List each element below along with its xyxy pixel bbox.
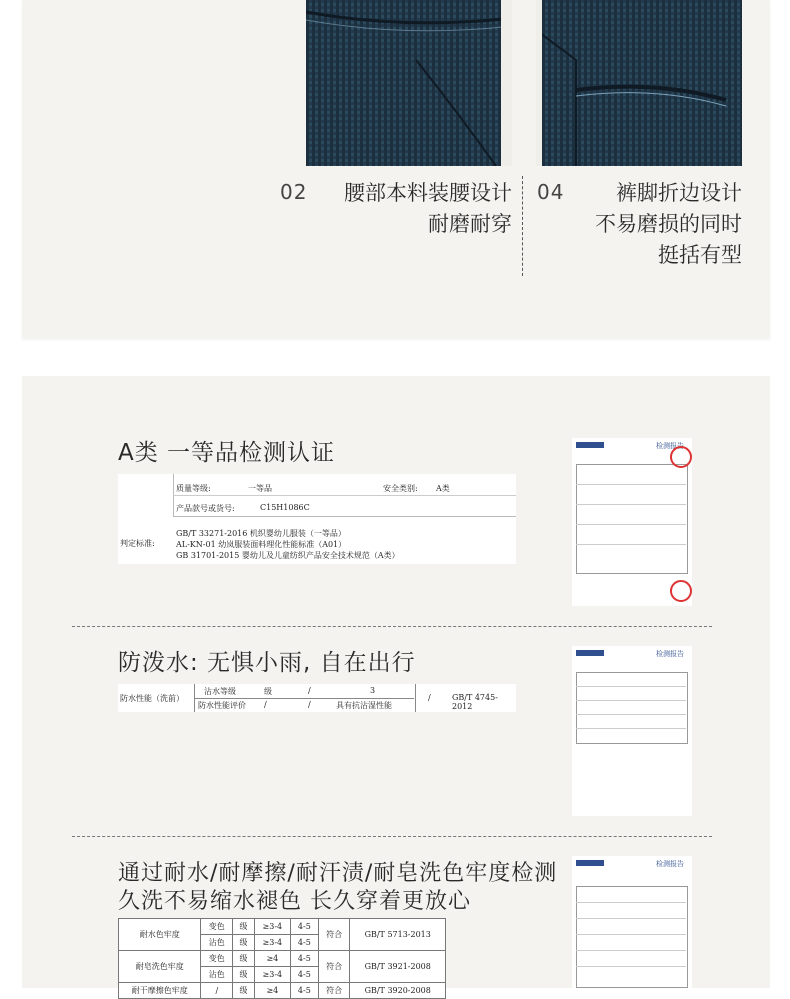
waterproof-row-label: 防水性能（洗前） [120,694,184,703]
waterproof-heading: 防泼水: 无惧小雨, 自在出行 [118,650,416,676]
water-standard: GB/T 4745-2012 [452,693,498,711]
report-stamp-icon-2 [670,580,692,602]
waterproof-table [118,684,516,712]
table-cell: 级 [233,935,255,951]
standard-line-2: AL-KN-01 幼岚服装面料理化性能标准（A01） [176,540,347,549]
table-cell: 沾色 [201,967,233,983]
table-cell: 耐干摩擦色牢度 [119,983,201,999]
water-eval-result: 具有抗沾湿性能 [336,701,392,710]
table-cell: 4-5 [290,951,318,967]
table-cell: ≥4 [254,983,290,999]
quality-grade-value: 一等品 [248,484,272,493]
standard-line-1: GB/T 33271-2016 机织婴幼儿服装（一等品） [176,529,346,538]
table-cell: 4-5 [290,919,318,935]
colorfast-heading-2: 久洗不易缩水褪色 长久穿着更放心 [118,889,471,914]
table-row [119,983,446,999]
table-cell: 4-5 [290,983,318,999]
table-cell: 变色 [201,951,233,967]
table-cell: 4-5 [290,967,318,983]
table-cell: 符合 [318,983,350,999]
colorfast-table [118,918,446,999]
table-cell: 级 [233,919,255,935]
water-eval-req: / [308,700,311,709]
table-cell: ≥3-4 [254,935,290,951]
report-title: 检测报告 [656,442,684,450]
feature-waist-text [312,178,512,240]
style-number-label: 产品款号或货号: [176,504,235,513]
report-title-3: 检测报告 [656,860,684,868]
table-cell: 符合 [318,919,350,951]
table-cell: 4-5 [290,935,318,951]
quality-grade-label: 质量等级: [176,484,211,493]
table-cell: 级 [233,951,255,967]
report-title-2: 检测报告 [656,650,684,658]
feature-hem-line3: 挺括有型 [658,243,742,267]
water-grade-req: / [308,686,311,695]
test-report-scan-2 [572,646,692,816]
table-cell: 耐水色牢度 [119,919,201,951]
judge-standard-label: 判定标准: [120,539,155,548]
feature-hem-line2: 不易磨损的同时 [595,212,742,236]
water-grade-result: 3 [370,686,376,695]
safety-class-value: A类 [436,484,450,493]
test-report-scan-1 [572,438,692,606]
water-eval-unit: / [264,700,267,709]
style-number-value: C15H1086C [260,503,310,512]
table-cell: ≥4 [254,951,290,967]
table-cell: ≥3-4 [254,967,290,983]
feature-hem-text [562,178,742,271]
cert-summary-table [118,474,516,564]
table-cell: GB/T 3920-2008 [350,983,446,999]
table-row [119,951,446,967]
table-cell: GB/T 3921-2008 [350,951,446,983]
waist-detail-photo [306,0,512,166]
water-eval-label: 防水性能评价 [198,701,246,710]
feature-hem-line1: 裤脚折边设计 [616,181,742,205]
table-cell: 耐皂洗色牢度 [119,951,201,983]
table-cell: 级 [233,967,255,983]
table-cell: 级 [233,983,255,999]
water-grade-unit: 级 [264,687,272,696]
colorfast-heading-1: 通过耐水/耐摩擦/耐汗渍/耐皂洗色牢度检测 [118,861,558,886]
table-row [119,919,446,935]
feature-panel [22,0,770,338]
feature-number-02: 02 [280,180,308,204]
water-grade-label: 沾水等级 [204,687,236,696]
standard-line-3: GB 31701-2015 婴幼儿及儿童纺织产品安全技术规范（A类） [176,551,400,560]
section-divider-2 [72,836,712,837]
safety-class-label: 安全类别: [383,484,418,493]
test-report-scan-3 [572,856,692,988]
table-cell: ≥3-4 [254,919,290,935]
table-cell: 沾色 [201,935,233,951]
report-stamp-icon [670,446,692,468]
feature-waist-line1: 腰部本料装腰设计 [344,181,512,205]
table-cell: GB/T 5713-2013 [350,919,446,951]
cert-heading: A类 一等品检测认证 [118,440,336,466]
feature-waist-line2: 耐磨耐穿 [428,212,512,236]
report-header [576,442,604,448]
section-divider-1 [72,626,712,627]
feature-divider [522,176,523,276]
table-cell: 变色 [201,919,233,935]
hem-detail-photo [536,0,742,166]
water-slash: / [428,693,431,702]
feature-number-04: 04 [537,180,565,204]
table-cell: 符合 [318,951,350,983]
table-cell: / [201,983,233,999]
